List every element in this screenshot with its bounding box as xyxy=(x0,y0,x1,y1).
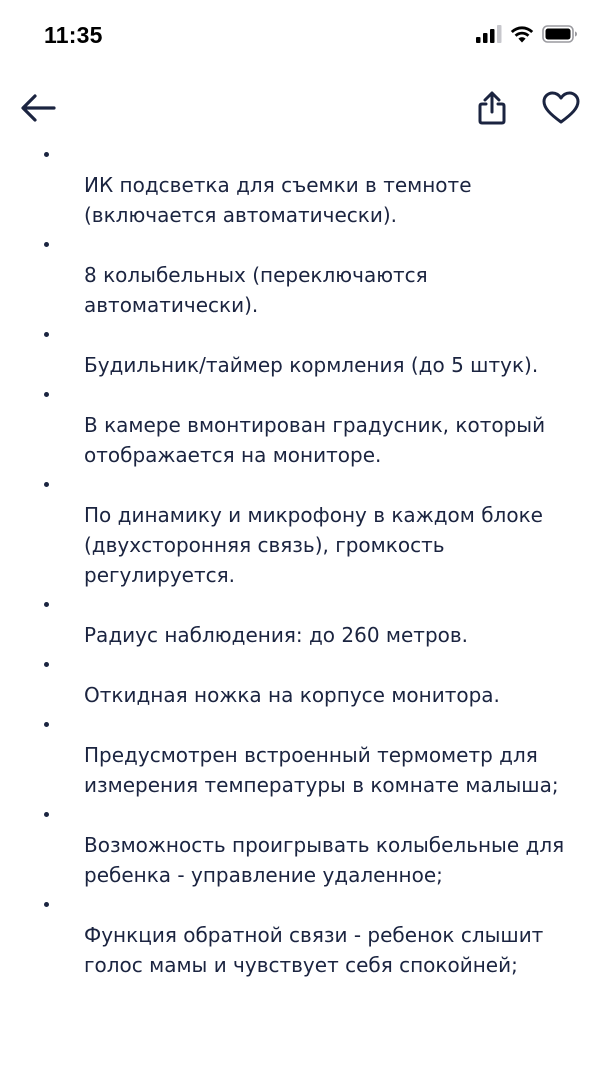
list-item xyxy=(0,590,600,650)
bullet-icon xyxy=(84,890,580,920)
battery-icon xyxy=(542,25,578,47)
feature-text: В камере вмонтирован градусник, который отображается на мониторе. xyxy=(84,413,546,467)
feature-text: По динамику и микрофону в каждом блоке (двухсторонняя связь), громкость регулируется. xyxy=(84,503,543,587)
feature-text: Радиус наблюдения: до 260 метров. xyxy=(84,623,469,647)
feature-text: Функция обратной связи - ребенок слышит голос мамы и чувствует себя спокойней; xyxy=(84,923,544,977)
navigation-bar xyxy=(0,80,600,140)
favorite-button[interactable] xyxy=(536,86,586,134)
cellular-signal-icon xyxy=(476,25,502,47)
list-item xyxy=(0,140,600,230)
list-item xyxy=(0,800,600,890)
bullet-icon xyxy=(84,140,580,170)
wifi-icon xyxy=(510,25,534,47)
status-bar xyxy=(0,0,600,72)
bullet-icon xyxy=(84,710,580,740)
back-button[interactable] xyxy=(14,86,62,134)
heart-icon xyxy=(542,91,580,129)
list-item xyxy=(0,710,600,800)
share-icon xyxy=(477,90,507,130)
back-arrow-icon xyxy=(20,93,56,127)
bullet-icon xyxy=(84,650,580,680)
feature-text: Будильник/таймер кормления (до 5 штук). xyxy=(84,353,539,377)
list-item xyxy=(0,320,600,380)
list-item xyxy=(0,890,600,980)
feature-text: Возможность проигрывать колыбельные для ребенка - управление удаленное; xyxy=(84,833,565,887)
feature-text: 8 колыбельных (переключаются автоматически). xyxy=(84,263,428,317)
bullet-icon xyxy=(84,590,580,620)
status-time: 11:35 xyxy=(44,22,103,48)
bullet-icon xyxy=(84,800,580,830)
bullet-icon xyxy=(84,380,580,410)
bullet-icon xyxy=(84,320,580,350)
status-icons xyxy=(476,24,578,48)
bullet-icon xyxy=(84,470,580,500)
feature-text: Предусмотрен встроенный термометр для измерения температуры в комнате малыша; xyxy=(84,743,559,797)
feature-text: Откидная ножка на корпусе монитора. xyxy=(84,683,500,707)
feature-text: ИК подсветка для съемки в темноте (включается автоматически). xyxy=(84,173,472,227)
list-item xyxy=(0,380,600,470)
share-button[interactable] xyxy=(468,86,516,134)
list-item xyxy=(0,470,600,590)
bullet-icon xyxy=(84,230,580,260)
list-item xyxy=(0,230,600,320)
list-item xyxy=(0,650,600,710)
product-description xyxy=(0,140,600,1065)
features-list xyxy=(0,140,600,980)
